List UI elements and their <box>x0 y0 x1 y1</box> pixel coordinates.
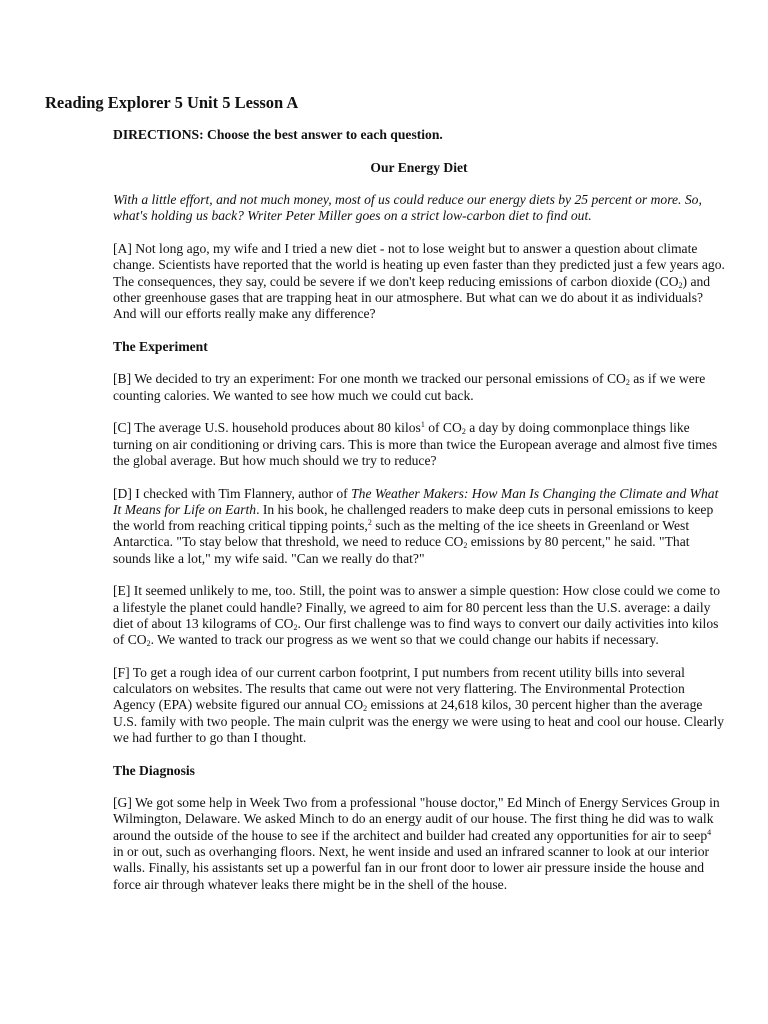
article-intro: With a little effort, and not much money, most of us could reduce our energy diets by 25 percent or more. So, what's holding us back? Writer Peter Miller goes on a strict low-carbon diet to find out. <box>113 192 702 224</box>
paragraph-c-text-3: a day by doing commonplace things like turning on air conditioning or driving cars. This is more than twice the European average and almost five times the global average. But how much should we try to reduce? <box>113 420 718 468</box>
paragraph-c <box>113 420 725 469</box>
paragraph-f <box>113 665 725 746</box>
paragraph-g <box>113 795 725 893</box>
book-title: The Weather Makers: How Man Is Changing the Climate and What It Means for Life on Earth <box>113 485 719 517</box>
paragraph-e-text-1: [E] It seemed unlikely to me, too. Still, the point was to answer a simple question: How close could we come to a lifestyle the planet could handle? Finally, we agreed to aim for 80 percent less than the U.S. average: a daily diet of about 13 kilograms of CO <box>113 583 721 631</box>
paragraph-f-text-2: emissions at 24,618 kilos, 30 percent higher than the average U.S. family with two people. The main culprit was the energy we were using to heat and cool our house. Clearly we had further to go than I thought. <box>113 697 725 745</box>
paragraph-d-subscript: 2 <box>463 541 468 551</box>
paragraph-d <box>113 486 725 567</box>
paragraph-f-subscript: 2 <box>363 704 368 714</box>
directions: DIRECTIONS: Choose the best answer to each question. <box>113 127 443 142</box>
paragraph-c-subscript: 2 <box>461 427 466 437</box>
paragraph-b-text-2: as if we were counting calories. We wanted to see how much we could cut back. <box>113 371 706 403</box>
paragraph-d-text-1: [D] I checked with Tim Flannery, author of <box>113 485 352 501</box>
paragraph-a <box>113 241 725 322</box>
footnote-marker-1: 1 <box>420 420 425 430</box>
paragraph-f-text-1: [F] To get a rough idea of our current carbon footprint, I put numbers from recent utility bills into several calculators on websites. The results that came out were not very flattering. The Environmental Protection Agency (EPA) website figured our annual CO <box>113 664 685 713</box>
paragraph-g-text-2: in or out, such as overhanging floors. Next, he went inside and used an infrared scanner to look at our interior walls. Finally, his assistants set up a powerful fan in our front door to lower air pressure inside the house and force air through whatever leaks there might be in the shell of the house. <box>113 844 710 892</box>
paragraph-d-text-3: such as the melting of the ice sheets in Greenland or West Antarctica. "To stay below that threshold, we need to reduce CO <box>113 518 690 550</box>
paragraph-b-text-1: [B] We decided to try an experiment: For one month we tracked our personal emissions of CO <box>113 371 626 387</box>
paragraph-g-text-1: [G] We got some help in Week Two from a professional "house doctor," Ed Minch of Energy Services Group in Wilmington, Delaware. We asked Minch to do an energy audit of our house. The first thing he did was to walk around the outside of the house to see if the architect and builder had created any opportunities for air to seep <box>113 795 720 843</box>
article-title: Our Energy Diet <box>370 159 468 175</box>
document-body <box>113 127 725 909</box>
paragraph-c-text-1: [C] The average U.S. household produces about 80 kilos <box>113 420 421 436</box>
paragraph-c-text-2: of CO <box>424 420 462 436</box>
footnote-marker-4: 4 <box>707 827 712 837</box>
paragraph-d-text-4: emissions by 80 percent," he said. "That sounds like a lot," my wife said. "Can we really do that?" <box>113 534 690 566</box>
section-heading-experiment: The Experiment <box>113 338 208 354</box>
paragraph-d-text-2: . In his book, he challenged readers to make deep cuts in personal emissions to keep the world from reaching critical tipping points, <box>113 501 714 534</box>
paragraph-e-text-3: . We wanted to track our progress as we went so that we could change our habits if necessary. <box>150 632 659 648</box>
paragraph-b <box>113 371 725 404</box>
footnote-marker-2: 2 <box>367 518 372 528</box>
paragraph-e <box>113 583 725 648</box>
paragraph-e-subscript-2: 2 <box>146 639 151 649</box>
paragraph-e-text-2: . Our first challenge was to find ways to convert our daily activities into kilos of CO <box>113 615 719 648</box>
paragraph-a-text-2: ) and other greenhouse gases that are trapping heat in our atmosphere. But what can we do about it as individuals? And will our efforts really make any difference? <box>113 273 711 322</box>
document-title: Reading Explorer 5 Unit 5 Lesson A <box>45 93 299 112</box>
paragraph-a-subscript: 2 <box>678 280 683 290</box>
paragraph-b-subscript: 2 <box>625 378 630 388</box>
section-heading-diagnosis: The Diagnosis <box>113 762 195 778</box>
paragraph-e-subscript-1: 2 <box>293 622 298 632</box>
paragraph-a-text-1: [A] Not long ago, my wife and I tried a new diet - not to lose weight but to answer a question about climate change. Scientists have reported that the world is heating up even faster than they predicted just a few years ago. The consequences, they say, could be severe if we don't keep reducing emissions of carbon dioxide (CO <box>113 241 725 289</box>
